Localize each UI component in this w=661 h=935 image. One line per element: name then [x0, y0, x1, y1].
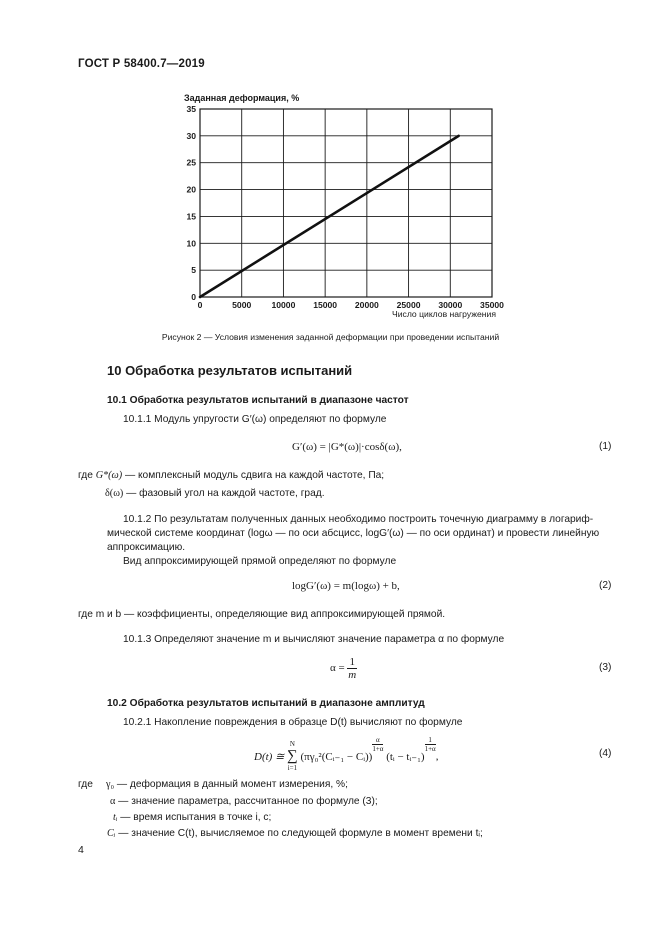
y-tick-label: 5 [191, 265, 196, 276]
equation-4 [254, 736, 438, 773]
where-g-star-text: — комплексный модуль сдвига на каждой частоте, Па; [122, 470, 385, 481]
equation-3-lhs: α = [330, 662, 345, 675]
x-tick-label: 25000 [396, 300, 421, 310]
sigma-symbol: ∑ [287, 747, 298, 764]
exponent-numerator: α [372, 736, 383, 745]
para-10-1-3: 10.1.3 Определяют значение m и вычисляют значение параметра α по формуле [123, 634, 505, 645]
y-tick-label: 15 [186, 211, 196, 222]
where-delta [105, 487, 325, 501]
x-tick-label: 10000 [271, 300, 296, 310]
symbol-gamma0: γ₀ [106, 779, 115, 790]
equation-3-denominator: m [348, 669, 357, 681]
x-tick-label: 20000 [354, 300, 379, 310]
sum-lower-limit: i=1 [287, 763, 298, 772]
def-gamma0-text: — деформация в данный момент измерения, %; [114, 779, 348, 790]
x-axis-label: Число циклов нагружения [392, 309, 496, 319]
exponent2-numerator: 1 [425, 736, 436, 745]
page-number: 4 [78, 844, 84, 856]
symbol-delta: δ(ω) [105, 488, 124, 499]
para-approx-form: Вид аппроксимирующей прямой определяют по формуле [123, 556, 397, 567]
equation-4-body: (πγ₀²(Cᵢ₋₁ − Cᵢ)) [300, 750, 373, 763]
figure-caption: Рисунок 2 — Условия изменения заданной деформации при проведении испытаний [161, 332, 500, 342]
equation-4-tail: (tᵢ − tᵢ₋₁) [386, 750, 425, 763]
symbol-alpha: α [110, 796, 116, 807]
equation-4-exponent [372, 736, 383, 753]
equation-4-exponent-2 [425, 736, 436, 753]
standard-designation: ГОСТ Р 58400.7—2019 [78, 58, 205, 70]
equation-3 [330, 656, 357, 681]
section-10-1-title: 10.1 Обработка результатов испытаний в диапазоне частот [107, 395, 409, 406]
def-alpha-text: — значение параметра, рассчитанное по формуле (3); [115, 796, 378, 807]
para-10-1-1: 10.1.1 Модуль упругости G′(ω) определяют по формуле [123, 414, 387, 425]
where-g-star [78, 469, 384, 483]
y-tick-labels [186, 104, 196, 302]
symbol-g-star: G*(ω) [95, 470, 123, 481]
y-axis-label: Заданная деформация, % [184, 93, 300, 103]
y-tick-label: 20 [186, 184, 196, 195]
para-10-1-2-line3: аппроксимацию. [107, 542, 186, 553]
para-10-1-2-line2: мической системе координат (logω — по оси абсцисс, logG′(ω) — по оси ординат) и провести линейную [107, 528, 600, 539]
para-10-1-2-line1: 10.1.2 По результатам полученных данных необходимо построить точечную диаграмму в логариф- [123, 514, 594, 525]
y-tick-label: 25 [186, 157, 196, 168]
def-ti-text: — время испытания в точке i, с; [117, 812, 272, 823]
def-alpha [110, 795, 378, 809]
symbol-ti: tᵢ [113, 812, 118, 823]
x-tick-label: 5000 [232, 300, 252, 310]
section-10-title: 10 Обработка результатов испытаний [107, 363, 353, 378]
def-ti [113, 811, 271, 825]
y-tick-label: 30 [186, 130, 196, 141]
equation-4-lhs: D(t) ≅ [254, 750, 285, 763]
exponent-denominator: 1+α [372, 745, 384, 753]
sum-operator [287, 740, 298, 773]
y-tick-label: 0 [191, 292, 196, 302]
equation-2: logG′(ω) = m(logω) + b, [292, 580, 400, 592]
equation-2-number: (2) [599, 580, 612, 591]
x-tick-label: 15000 [313, 300, 338, 310]
equation-3-number: (3) [599, 662, 612, 673]
exponent2-denominator: 1+α [424, 745, 436, 753]
sum-upper-limit: N [289, 739, 295, 748]
para-10-2-1: 10.2.1 Накопление повреждения в образце D(t) вычисляют по формуле [123, 717, 463, 728]
equation-4-comma: , [435, 750, 439, 763]
def-gamma0 [106, 778, 348, 792]
equation-3-fraction [347, 656, 357, 681]
where-m-b: где m и b — коэффициенты, определяющие вид аппроксимирующей прямой. [78, 609, 446, 620]
y-tick-label: 10 [186, 238, 196, 249]
def-ci-text: — значение C(t), вычисляемое по следующей формуле в момент времени tᵢ; [115, 828, 483, 839]
where-lead: где [78, 470, 96, 481]
def-ci [107, 827, 483, 841]
symbol-ci: Cᵢ [107, 828, 116, 839]
x-tick-label: 35000 [480, 300, 504, 310]
x-tick-label: 0 [197, 300, 203, 310]
where-delta-text: — фазовый угол на каждой частоте, град. [123, 488, 325, 499]
equation-1-number: (1) [599, 441, 612, 452]
equation-1: G′(ω) = |G*(ω)|·cosδ(ω), [292, 441, 402, 453]
y-tick-label: 35 [186, 104, 196, 114]
where-lead-4: где [78, 779, 93, 790]
x-tick-label: 30000 [438, 300, 463, 310]
equation-3-numerator: 1 [349, 656, 355, 668]
strain-chart [150, 88, 530, 323]
equation-4-number: (4) [599, 748, 612, 759]
section-10-2-title: 10.2 Обработка результатов испытаний в диапазоне амплитуд [107, 698, 425, 709]
